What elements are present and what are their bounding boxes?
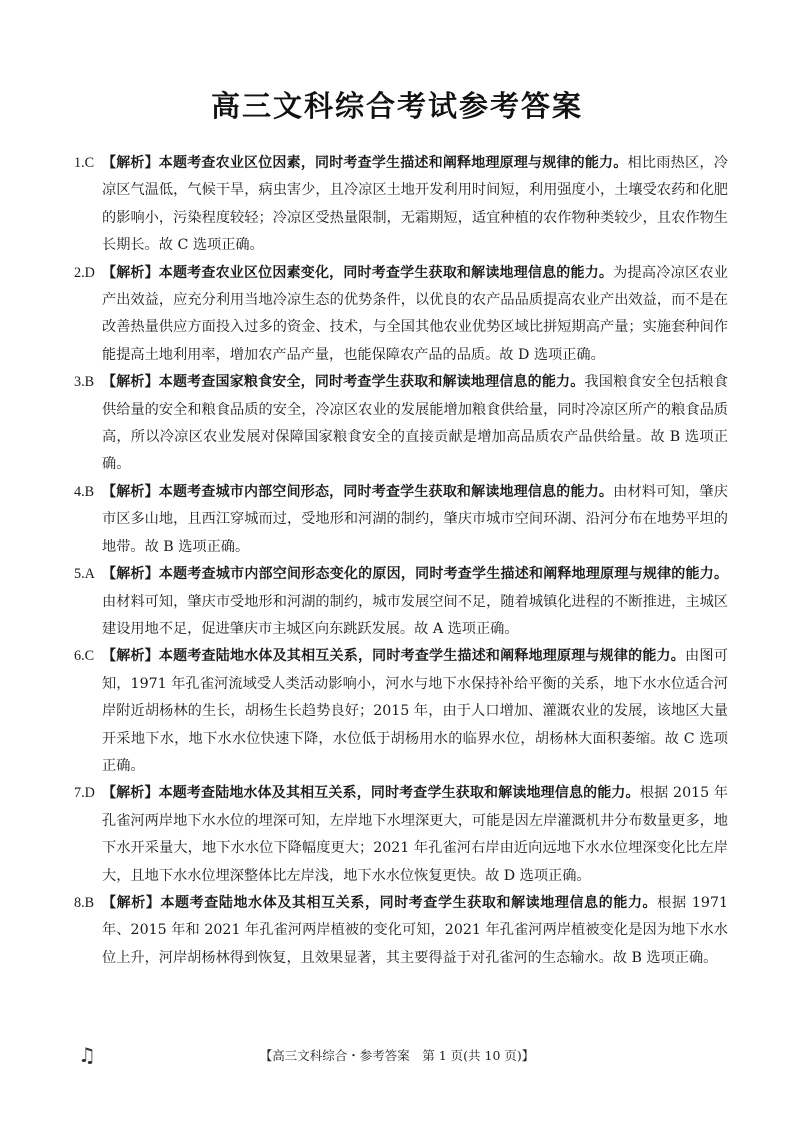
answer-item	[74, 150, 728, 260]
analysis-text: 由材料可知，肇庆市区多山地，且西江穿城而过，受地形和河湖的制约，肇庆市城市空间环湖、沿河分布在地势平坦的地带。故 B 选项正确。	[102, 483, 728, 555]
analysis-text: 相比雨热区，冷凉区气温低，气候干旱，病虫害少，且冷凉区土地开发利用时间短，利用强度小，土壤受农药和化肥的影响小，污染程度较轻；冷凉区受热量限制，无霜期短，适宜种植的农作物种类较少，且农作物生长期长。故 C 选项正确。	[102, 155, 728, 254]
answer-item	[74, 643, 728, 780]
analysis-heading: 【解析】本题考查城市内部空间形态变化的原因，同时考查学生描述和阐释地理原理与规律的能力。	[102, 566, 728, 583]
answer-number: 7.D	[74, 785, 95, 802]
analysis-text: 根据 1971 年、2015 年和 2021 年孔雀河两岸植被的变化可知，2021 年孔雀河两岸植被变化是因为地下水水位上升，河岸胡杨林得到恢复，且效果显著，其主要得益于对孔雀河的生态输水。故 B 选项正确。	[102, 894, 728, 966]
analysis-text: 由图可知，1971 年孔雀河流域受人类活动影响小，河水与地下水保持补给平衡的关系，地下水水位适合河岸附近胡杨林的生长，胡杨生长趋势良好；2015 年，由于人口增加、灌溉农业的发展，该地区大量开采地下水，地下水水位快速下降，水位低于胡杨用水的临界水位，胡杨林大面积萎缩。故 C 选项正确。	[102, 648, 728, 774]
answer-item	[74, 479, 728, 561]
analysis-heading: 【解析】本题考查陆地水体及其相互关系，同时考查学生获取和解读地理信息的能力。	[102, 894, 658, 911]
analysis-heading: 【解析】本题考查城市内部空间形态，同时考查学生获取和解读地理信息的能力。	[102, 483, 614, 500]
answer-item	[74, 780, 728, 890]
answer-item	[74, 369, 728, 479]
analysis-heading: 【解析】本题考查农业区位因素变化，同时考查学生获取和解读地理信息的能力。	[102, 264, 614, 281]
answer-list	[74, 150, 728, 972]
answer-number: 6.C	[74, 648, 95, 665]
analysis-text: 我国粮食安全包括粮食供给量的安全和粮食品质的安全，冷凉区农业的发展能增加粮食供给量，同时冷凉区所产的粮食品质高，所以冷凉区农业发展对保障国家粮食安全的直接贡献是增加高品质农产品供给量。故 B 选项正确。	[102, 374, 728, 473]
page-title: 高三文科综合考试参考答案	[210, 89, 583, 123]
answer-number: 3.B	[74, 374, 95, 391]
answer-number: 1.C	[74, 155, 95, 171]
music-note-icon: ♫	[78, 1043, 96, 1067]
answer-number: 4.B	[74, 483, 95, 500]
answer-item	[74, 890, 728, 972]
answer-number: 2.D	[74, 264, 95, 281]
answer-number: 5.A	[74, 566, 95, 583]
answer-number: 8.B	[74, 894, 95, 911]
analysis-heading: 【解析】本题考查陆地水体及其相互关系，同时考查学生描述和阐释地理原理与规律的能力。	[102, 648, 685, 665]
analysis-text: 为提高冷凉区农业产出效益，应充分利用当地冷凉生态的优势条件，以优良的农产品品质提高农业产出效益，而不是在改善热量供应方面投入过多的资金、技术，与全国其他农业优势区域比拼短期高产量；实施套种间作能提高土地利用率，增加农产品产量，也能保障农产品的品质。故 D 选项正确。	[102, 264, 728, 363]
analysis-heading: 【解析】本题考查陆地水体及其相互关系，同时考查学生获取和解读地理信息的能力。	[102, 785, 640, 802]
answer-item	[74, 260, 728, 370]
answer-item	[74, 561, 728, 643]
analysis-heading: 【解析】本题考查农业区位因素，同时考查学生描述和阐释地理原理与规律的能力。	[102, 155, 628, 171]
analysis-heading: 【解析】本题考查国家粮食安全，同时考查学生获取和解读地理信息的能力。	[102, 374, 585, 391]
page-footer: 【高三文科综合・参考答案 第 1 页(共 10 页)】	[259, 1048, 535, 1063]
analysis-text: 由材料可知，肇庆市受地形和河湖的制约，城市发展空间不足，随着城镇化进程的不断推进，主城区建设用地不足，促进肇庆市主城区向东跳跃发展。故 A 选项正确。	[102, 593, 728, 637]
analysis-text: 根据 2015 年孔雀河两岸地下水水位的埋深可知，左岸地下水埋深更大，可能是因左岸灌溉机井分布数量更多，地下水开采量大，地下水水位下降幅度更大；2021 年孔雀河右岸由近向远地下水水位埋深变化比左岸大，且地下水水位埋深整体比左岸浅，地下水水位恢复更快。故 D 选项正确。	[102, 785, 728, 884]
